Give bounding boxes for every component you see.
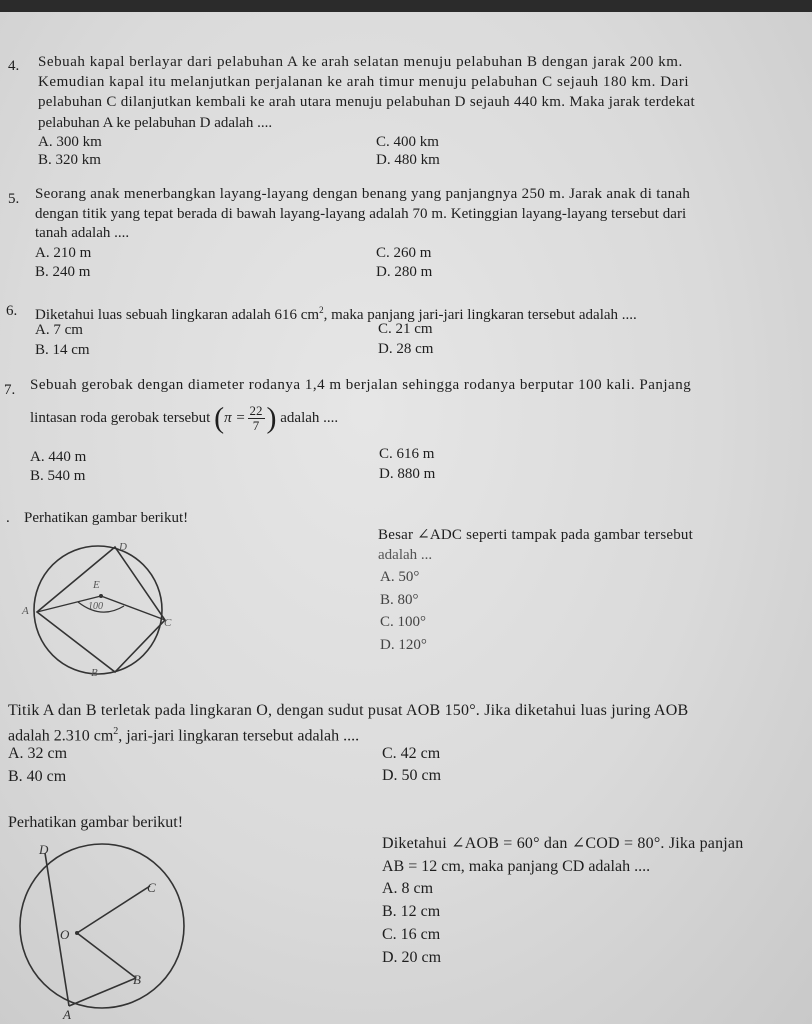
option-c[interactable]: C. 400 km xyxy=(376,134,439,150)
question-intro: Perhatikan gambar berikut! xyxy=(8,814,184,831)
segment-oc xyxy=(77,886,150,933)
option-a[interactable]: A. 7 cm xyxy=(35,322,83,338)
option-c[interactable]: C. 42 cm xyxy=(382,745,441,762)
option-b[interactable]: B. 12 cm xyxy=(382,903,441,920)
option-b[interactable]: B. 240 m xyxy=(35,264,91,280)
question-text-line: Diketahui luas sebuah lingkaran adalah 616 $cm^2$, maka panjang jari-jari lingkaran tersebut adalah .... xyxy=(35,305,637,323)
option-c[interactable]: C. 100° xyxy=(380,614,427,630)
question-text-line: adalah ... xyxy=(378,547,433,563)
label-a: A xyxy=(22,605,29,617)
option-b[interactable]: B. 80° xyxy=(380,592,419,608)
question-text-line: Diketahui ∠AOB = 60° dan ∠COD = 80°. Jika panjan xyxy=(382,835,744,852)
option-c[interactable]: C. 16 cm xyxy=(382,926,441,943)
photo-top-edge xyxy=(0,0,812,12)
label-d: D xyxy=(119,541,127,553)
option-c[interactable]: C. 616 m xyxy=(379,446,435,462)
option-a[interactable]: A. 440 m xyxy=(30,449,87,465)
question-text-line: Kemudian kapal itu melanjutkan perjalanan ke arah timur menuju pelabuhan C sejauh 180 km. Dari xyxy=(38,74,690,90)
option-d[interactable]: D. 880 m xyxy=(379,466,436,482)
segment-ec xyxy=(101,596,165,620)
option-a[interactable]: A. 50° xyxy=(380,569,420,585)
segment-ob xyxy=(77,933,136,978)
question-text-line: pelabuhan C dilanjutkan kembali ke arah utara menuju pelabuhan D sejauh 440 km. Maka jarak terdekat xyxy=(38,94,695,110)
question-text-line: dengan titik yang tepat berada di bawah layang-layang adalah 70 m. Ketinggian layang-layang tersebut dari xyxy=(35,206,687,222)
question-text-line: adalah 2.310 $cm^2$, jari-jari lingkaran tersebut adalah .... xyxy=(8,726,360,745)
label-angle-100: 100 xyxy=(88,601,103,612)
option-b[interactable]: B. 540 m xyxy=(30,468,86,484)
question-text-line: Titik A dan B terletak pada lingkaran O, dengan sudut pusat AOB 150°. Jika diketahui luas juring AOB xyxy=(8,702,689,719)
label-b: B xyxy=(91,667,98,679)
circle-figure-aob-cod xyxy=(5,836,195,1024)
question-number: . xyxy=(6,510,10,526)
label-c: C xyxy=(147,880,156,895)
option-d[interactable]: D. 280 m xyxy=(376,264,433,280)
label-c: C xyxy=(164,617,172,629)
question-number: 4. xyxy=(8,58,20,74)
question-text-line: Seorang anak menerbangkan layang-layang dengan benang yang panjangnya 250 m. Jarak anak di tanah xyxy=(35,186,691,202)
label-e: E xyxy=(93,579,100,591)
question-text-line: Sebuah gerobak dengan diameter rodanya 1,4 m berjalan sehingga rodanya berputar 100 kali. Panjang xyxy=(30,377,692,393)
option-d[interactable]: D. 20 cm xyxy=(382,949,442,966)
option-d[interactable]: D. 120° xyxy=(380,637,427,653)
question-text-line: Sebuah kapal berlayar dari pelabuhan A ke arah selatan menuju pelabuhan B dengan jarak 200 km. xyxy=(38,54,683,70)
option-c[interactable]: C. 260 m xyxy=(376,245,432,261)
option-d[interactable]: D. 480 km xyxy=(376,152,440,168)
question-text-line: tanah adalah .... xyxy=(35,225,130,241)
question-text-line: AB = 12 cm, maka panjang CD adalah .... xyxy=(382,858,651,875)
label-d: D xyxy=(39,842,49,857)
fraction: $\frac{22}{7}$ xyxy=(249,403,263,434)
question-number: 7. xyxy=(4,382,16,398)
option-a[interactable]: A. 210 m xyxy=(35,245,92,261)
option-d[interactable]: D. 50 cm xyxy=(382,767,442,784)
question-text-line: pelabuhan A ke pelabuhan D adalah .... xyxy=(38,115,273,131)
option-b[interactable]: B. 320 km xyxy=(38,152,101,168)
question-intro: Perhatikan gambar berikut! xyxy=(24,510,189,526)
question-number: 5. xyxy=(8,191,20,207)
chord-ab xyxy=(69,978,136,1006)
question-text-line: Besar ∠ADC seperti tampak pada gambar tersebut xyxy=(378,527,694,543)
question-text-line: lintasan roda gerobak tersebut (π = $\frac{22}{7}$ ) adalah .... xyxy=(30,401,339,435)
option-b[interactable]: B. 14 cm xyxy=(35,342,90,358)
option-a[interactable]: A. 32 cm xyxy=(8,745,68,762)
circle-figure-adc xyxy=(20,528,180,688)
option-a[interactable]: A. 300 km xyxy=(38,134,102,150)
option-d[interactable]: D. 28 cm xyxy=(378,341,434,357)
option-a[interactable]: A. 8 cm xyxy=(382,880,434,897)
question-number: 6. xyxy=(6,303,18,319)
option-c[interactable]: C. 21 cm xyxy=(378,321,433,337)
option-b[interactable]: B. 40 cm xyxy=(8,768,67,785)
center-point xyxy=(75,931,79,935)
label-o: O xyxy=(60,927,70,942)
center-point xyxy=(99,594,103,598)
label-a: A xyxy=(63,1007,71,1022)
circle xyxy=(20,844,184,1008)
pi-formula: π = xyxy=(224,410,246,426)
label-b: B xyxy=(133,972,141,987)
